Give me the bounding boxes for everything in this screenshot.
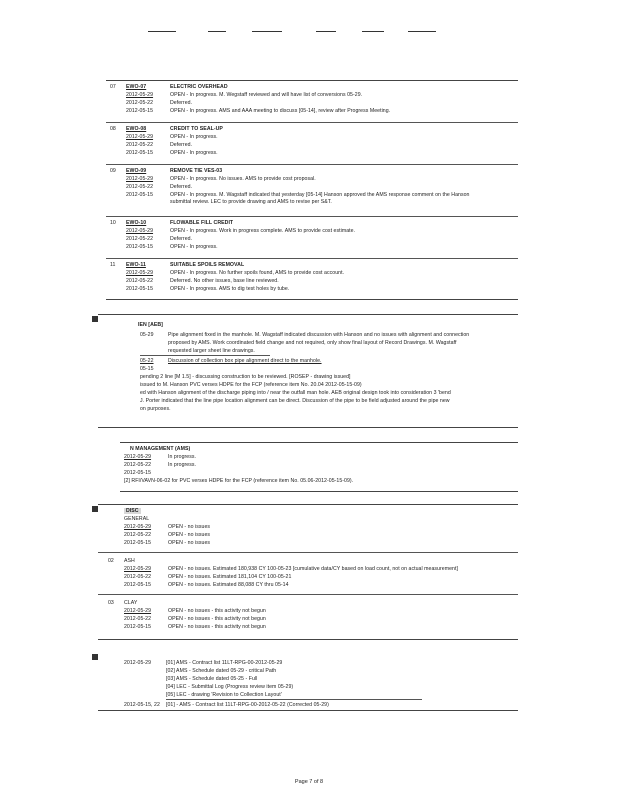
- entry-date: 2012-05-15: [126, 244, 154, 250]
- entry-text: OPEN - no issues: [168, 524, 211, 530]
- entry-text: OPEN - no issues. Estimated 180,938 CY 100-05-23 [cumulative data/CY based on load count, not on actual measurement]: [168, 566, 458, 572]
- document-line: [05] LEC - drawing 'Revision to Collection Layout': [166, 692, 282, 698]
- entry-date: 05-22: [140, 358, 154, 364]
- entry-date: 2012-05-29: [124, 524, 152, 530]
- entry-date: 2012-05-22: [124, 616, 152, 622]
- entry-text: OPEN - no issues - this activity not begun: [168, 608, 266, 614]
- item-code: EWO-07: [126, 84, 147, 90]
- header-rule: [148, 31, 176, 32]
- header-rule: [208, 31, 226, 32]
- entry-text: OPEN - no issues - this activity not begun: [168, 624, 266, 630]
- entry-date: 2012-05-29: [124, 454, 152, 460]
- entry-text: Deferred.: [170, 236, 193, 242]
- entry-date: 2012-05-29: [126, 270, 154, 276]
- entry-text: OPEN - In progress.: [170, 150, 218, 156]
- entry-date: 2012-05-29: [126, 134, 154, 140]
- item-separator: [98, 552, 518, 553]
- page-number: Page 7 of 8: [294, 779, 324, 785]
- document-line: [01] AMS - Contract list 11LT-RPG-00-2012-05-29: [166, 660, 283, 666]
- item-title: CLAY: [124, 600, 138, 606]
- entry-date: 2012-05-29: [124, 608, 152, 614]
- entry-text: requested larger sheet line drawings.: [168, 348, 255, 354]
- entry-date: 2012-05-29: [126, 228, 154, 234]
- item-title: GENERAL: [124, 516, 150, 522]
- item-code: EWO-09: [126, 168, 147, 174]
- header-rule: [252, 31, 282, 32]
- entry-date: 2012-05-22: [124, 574, 152, 580]
- item-title: ELECTRIC OVERHEAD: [170, 84, 228, 90]
- item-separator: [106, 258, 518, 259]
- entry-date: 2012-05-29: [126, 176, 154, 182]
- entry-text: OPEN - In progress. AMS and AAA meeting to discuss [05-14], review after Progress Meeting.: [170, 108, 391, 114]
- entry-text: OPEN - no issues: [168, 532, 211, 538]
- entry-text: OPEN - In progress. M. Wegstaff reviewed and will have list of conversions 05-29.: [170, 92, 363, 98]
- section-heading: IEN [AEB]: [138, 322, 163, 328]
- item-code: EWO-10: [126, 220, 147, 226]
- item-number: 03: [108, 600, 114, 606]
- note-line: J. Porter indicated that the line pipe location alignment can be direct. Discussion of the pipe to be field adjusted around the pipe new: [140, 398, 450, 404]
- document-line: [02] AMS - Schedule dated 05-29 - critical Path: [166, 668, 277, 674]
- note-line: ed with Hanson alignment of the discharge piping into / near the outfall man hole. AEB original design took into consideration 3 'bend: [140, 390, 451, 396]
- item-number: 09: [110, 168, 116, 174]
- entry-text: OPEN - In progress. Work in progress complete. AMS to provide cost estimate.: [170, 228, 356, 234]
- entry-date: 2012-05-22: [124, 532, 152, 538]
- section-disc: [98, 504, 518, 640]
- item-number: 11: [110, 262, 116, 268]
- entry-text: OPEN - no issues. Estimated 88,088 CY thru 05-14: [168, 582, 289, 588]
- entry-date: 2012-05-22: [126, 236, 154, 242]
- item-title: REMOVE TIE VES-03: [170, 168, 223, 174]
- entry-date: 05-15: [140, 366, 154, 372]
- item-code: EWO-11: [126, 262, 146, 268]
- entry-text: In progress.: [168, 462, 196, 468]
- item-separator: [106, 216, 518, 217]
- note-line: pending 2 line [M 1.5] - discussing construction to be reviewed. [ROSEP - drawing issued]: [140, 374, 351, 380]
- entry-text: Deferred.: [170, 184, 193, 190]
- entry-text: Deferred.: [170, 142, 193, 148]
- entry-text: OPEN - In progress. No issues. AMS to provide cost proposal.: [170, 176, 316, 182]
- entry-text: OPEN - no issues: [168, 540, 211, 546]
- entry-text: OPEN - In progress. No further spoils found, AMS to provide cost account.: [170, 270, 345, 276]
- item-title: CREDIT TO SEAL-UP: [170, 126, 223, 132]
- entry-date: 2012-05-22: [126, 142, 154, 148]
- entry-text: Pipe alignment fixed in the manhole. M. Wagstaff indicated discussion with Hanson and no issues with alignment and connection: [168, 332, 470, 338]
- entry-text: OPEN - In progress.: [170, 244, 218, 250]
- document-line: [03] AMS - Schedule dated 05-25 - Full: [166, 676, 258, 682]
- item-number: 02: [108, 558, 114, 564]
- entry-date: 2012-05-15: [124, 540, 152, 546]
- header-rule: [316, 31, 336, 32]
- entry-date: 2012-05-15, 22: [124, 702, 160, 708]
- entry-text: OPEN - In progress. M. Wagstaff indicated that yesterday [05-14] Hanson approved the AMS response comment on the Hanson: [170, 192, 470, 198]
- item-title: ASH: [124, 558, 135, 564]
- entry-text: OPEN - In progress.: [170, 134, 218, 140]
- entry-date: 2012-05-15: [124, 470, 152, 476]
- section-heading: N MANAGEMENT (AMS): [130, 446, 191, 452]
- section-heading: DISC: [126, 508, 139, 514]
- item-number: 07: [110, 84, 116, 90]
- item-separator: [98, 594, 518, 595]
- note-line: on purposes.: [140, 406, 171, 412]
- entry-text: proposed by AMS. Work coordinated field change and not required, only show final layout of Record Drawings. M. Wagstaff: [168, 340, 457, 346]
- entry-text: submittal review. LEC to provide drawing and AMS to revise per S&T.: [170, 199, 332, 205]
- item-title: FLOWABLE FILL CREDIT: [170, 220, 234, 226]
- item-separator: [106, 164, 518, 165]
- note-line: [2] RFI/VAVN-06-02 for PVC verses HDPE for the FCP (reference item No. 05.06-2012-05-15-09).: [124, 478, 354, 484]
- entry-text: Discussion of collection box pipe alignment direct to the manhole.: [168, 358, 322, 364]
- entry-date: 2012-05-15: [126, 192, 154, 198]
- item-number: 08: [110, 126, 116, 132]
- header-rule: [362, 31, 384, 32]
- item-number: 10: [110, 220, 116, 226]
- entry-date: 2012-05-22: [126, 278, 154, 284]
- entry-date: 2012-05-15: [126, 108, 154, 114]
- entry-text: OPEN - no issues. Estimated 181,104 CY 100-05-21: [168, 574, 292, 580]
- entry-date: 2012-05-15: [124, 624, 152, 630]
- document-line: [04] LEC - Submittal Log (Progress review item 05-29): [166, 684, 294, 690]
- note-line: issued to M. Hanson PVC verses HDPE for the FCP (reference item No. 20.04 2012-05-15-09): [140, 382, 362, 388]
- entry-date: 2012-05-15: [124, 582, 152, 588]
- entry-date: 2012-05-29: [124, 566, 152, 572]
- entry-date: 2012-05-15: [126, 286, 154, 292]
- entry-text: Deferred.: [170, 100, 193, 106]
- entry-date: 2012-05-22: [126, 100, 154, 106]
- entry-date: 2012-05-22: [126, 184, 154, 190]
- entry-text: Deferred. No other issues, base line reviewed.: [170, 278, 279, 284]
- entry-underline: [166, 699, 422, 700]
- entry-date: 2012-05-15: [126, 150, 154, 156]
- entry-text: In progress.: [168, 454, 196, 460]
- entry-date: 2012-05-22: [124, 462, 152, 468]
- header-rule: [408, 31, 436, 32]
- document-line: [01] - AMS - Contract list 11LT-RPG-00-2012-05-22 (Corrected 05-29): [166, 702, 329, 708]
- item-title: SUITABLE SPOILS REMOVAL: [170, 262, 245, 268]
- item-separator: [106, 122, 518, 123]
- entry-date: 05-29: [140, 332, 154, 338]
- entry-text: OPEN - In progress. AMS to dig test holes by tube.: [170, 286, 290, 292]
- entry-underline: [140, 355, 270, 356]
- entry-text: OPEN - no issues - this activity not begun: [168, 616, 266, 622]
- entry-date: 2012-05-29: [124, 660, 152, 666]
- entry-date: 2012-05-29: [126, 92, 154, 98]
- item-code: EWO-08: [126, 126, 147, 132]
